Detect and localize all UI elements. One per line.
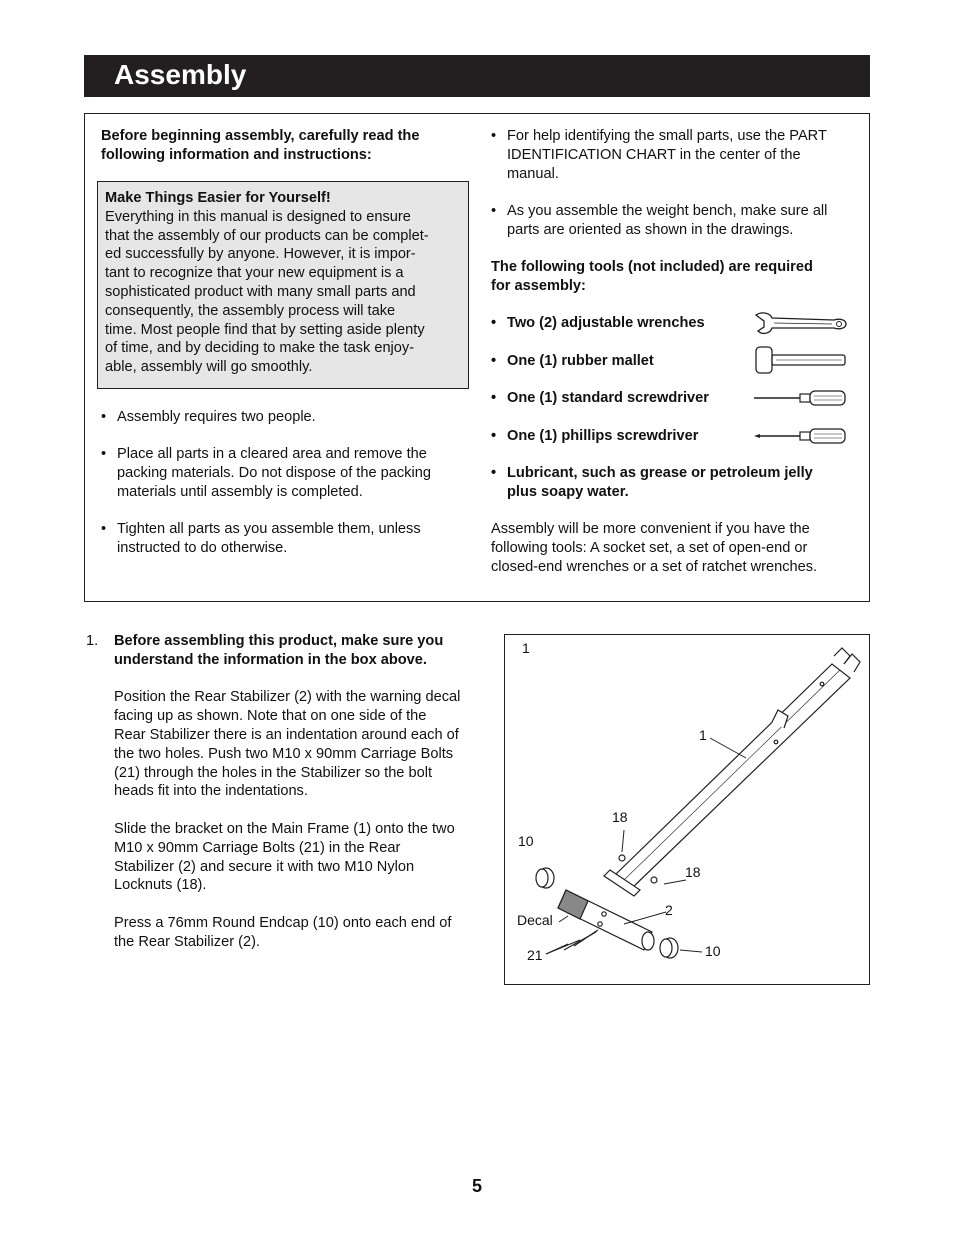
step-1-text: Before assembling this product, make sure you understand the information in the box above. Position the Rear Stabilizer (2) with the warning decal facing up as shown. Note that on one side of the Rear Stabilizer there is an indentation around each of the two holes. Push two M10 x 90mm Carriage Bolts (21) through the holes in the Stabilizer so the bolt heads fit into the indentations. Slide the bracket on the Main Frame (1) onto the two M10 x 90mm Carriage Bolts (21) in the Rear Stabilizer (2) and secure it with two M10 Nylon Locknuts (18). Press a 76mm Round Endcap (10) onto each end of the Rear Stabilizer (2). (114, 633, 461, 950)
tools-heading: The following tools (not included) are required for assembly: (491, 259, 813, 294)
callout-nut-top: 18 (612, 809, 628, 825)
convenient-tools-text: Assembly will be more convenient if you have the following tools: A socket set, a set of open-end or closed-end wrenches or a set of ratchet wrenches. (491, 521, 818, 575)
make-things-easier-text: Make Things Easier for Yourself! Everything in this manual is designed to ensure that the assembly of our products can be complet- ed successfully by anyone. However, it is impor- tant to recognize that your new equipment is a sophisticated product with many small parts and consequently, the assembly process will take time. Most people find that by setting aside plenty of time, and by deciding to make the task enjoy- able, assembly will go smoothly. (105, 190, 429, 376)
phillips-screwdriver-icon (752, 426, 848, 446)
callout-main-frame: 1 (699, 727, 707, 743)
rubber-mallet-icon (752, 345, 848, 375)
page-title: Assembly (114, 59, 247, 90)
callout-endcap-left: 10 (518, 833, 534, 849)
assembly-diagram (504, 634, 868, 983)
intro-heading: Before beginning assembly, carefully read the following information and instructions: (101, 128, 420, 163)
callout-nut-right: 18 (685, 864, 701, 880)
standard-screwdriver-icon (752, 388, 848, 408)
callout-bolts: 21 (527, 947, 543, 963)
callout-decal: Decal (517, 912, 553, 928)
diagram-step-label: 1 (522, 640, 530, 656)
adjustable-wrench-icon (752, 309, 848, 337)
make-things-easier-title: Make Things Easier for Yourself! (105, 190, 331, 206)
page-number: 5 (471, 1176, 482, 1196)
callout-stabilizer: 2 (665, 902, 673, 918)
callout-endcap-right: 10 (705, 943, 721, 959)
step-number: 1. (86, 633, 99, 649)
section-header-bar (84, 55, 870, 97)
